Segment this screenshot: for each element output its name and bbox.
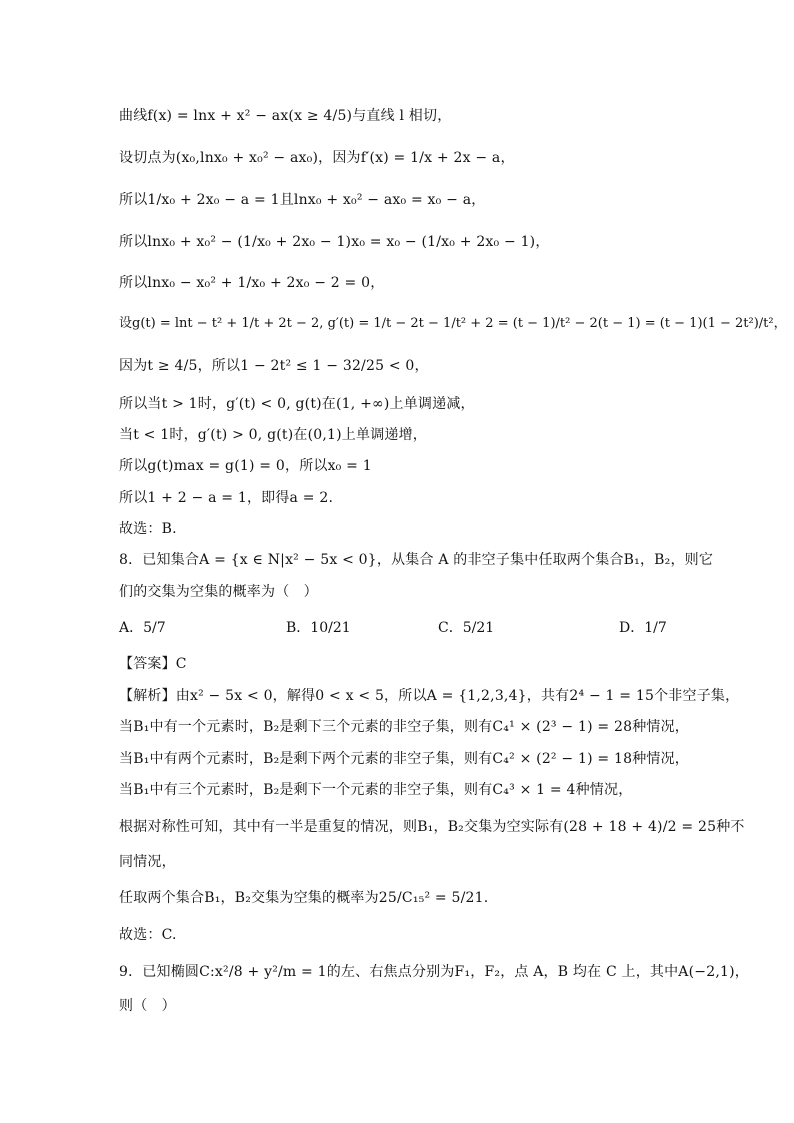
analysis-line: 故选：C. <box>119 927 177 943</box>
option-d: D．1/7 <box>619 620 667 636</box>
analysis-line: 当B₁中有一个元素时，B₂是剩下三个元素的非空子集，则有C₄¹ × (2³ − 1) = 28种情况， <box>119 719 689 735</box>
question-9-stem: 9．已知椭圆C:x²/8 + y²/m = 1的左、右焦点分别为F₁，F₂，点 A，B 均在 C 上，其中A(−2,1)， <box>119 964 749 980</box>
solution-line: 所以1/x₀ + 2x₀ − a = 1且lnx₀ + x₀² − ax₀ = x₀ − a， <box>119 192 486 208</box>
solution-line: 曲线f(x) = lnx + x² − ax(x ≥ 4/5)与直线 l 相切， <box>119 108 452 124</box>
solution-line: 所以g(t)max = g(1) = 0，所以x₀ = 1 <box>119 458 372 474</box>
solution-line: 所以lnx₀ − x₀² + 1/x₀ + 2x₀ − 2 = 0， <box>119 275 385 291</box>
option-c: C．5/21 <box>438 620 495 636</box>
solution-line: 所以当t > 1时，g′(t) < 0, g(t)在(1, +∞)上单调递减， <box>119 396 475 412</box>
option-a: A．5/7 <box>119 620 166 636</box>
option-b: B．10/21 <box>286 620 351 636</box>
solution-line: 设g(t) = lnt − t² + 1/t + 2t − 2, g′(t) = 1/t − 2t − 1/t² + 2 = (t − 1)/t² − 2(t − 1) = (t − 1)(1 − 2t²)/t²， <box>119 316 787 331</box>
analysis-line: 当B₁中有三个元素时，B₂是剩下一个元素的非空子集，则有C₄³ × 1 = 4种情况， <box>119 782 633 798</box>
analysis-line: 根据对称性可知，其中有一半是重复的情况，则B₁，B₂交集为空实际有(28 + 18 + 4)/2 = 25种不 <box>119 819 745 835</box>
solution-line: 所以lnx₀ + x₀² − (1/x₀ + 2x₀ − 1)x₀ = x₀ − (1/x₀ + 2x₀ − 1)， <box>119 234 550 250</box>
solution-line: 所以1 + 2 − a = 1，即得a = 2. <box>119 490 334 506</box>
question-9-stem: 则（ ） <box>119 998 176 1014</box>
solution-line: 因为t ≥ 4/5，所以1 − 2t² ≤ 1 − 32/25 < 0， <box>119 358 429 374</box>
question-8-stem: 们的交集为空集的概率为（ ） <box>119 584 318 600</box>
analysis-line: 任取两个集合B₁，B₂交集为空集的概率为25/C₁₅² = 5/21. <box>119 890 489 906</box>
solution-line: 设切点为(x₀,lnx₀ + x₀² − ax₀)，因为f′(x) = 1/x + 2x − a， <box>119 150 515 166</box>
answer-line: 【答案】C <box>119 656 187 672</box>
analysis-line: 同情况， <box>119 854 176 870</box>
question-8-stem: 8．已知集合A = {x ∈ N|x² − 5x < 0}，从集合 A 的非空子集中任取两个集合B₁，B₂，则它 <box>119 552 714 568</box>
analysis-line: 当B₁中有两个元素时，B₂是剩下两个元素的非空子集，则有C₄² × (2² − 1) = 18种情况， <box>119 751 689 767</box>
analysis-line: 【解析】由x² − 5x < 0，解得0 < x < 5，所以A = {1,2,3,4}，共有2⁴ − 1 = 15个非空子集， <box>119 688 740 704</box>
solution-line: 当t < 1时，g′(t) > 0, g(t)在(0,1)上单调递增， <box>119 427 427 443</box>
solution-line: 故选：B. <box>119 521 177 537</box>
